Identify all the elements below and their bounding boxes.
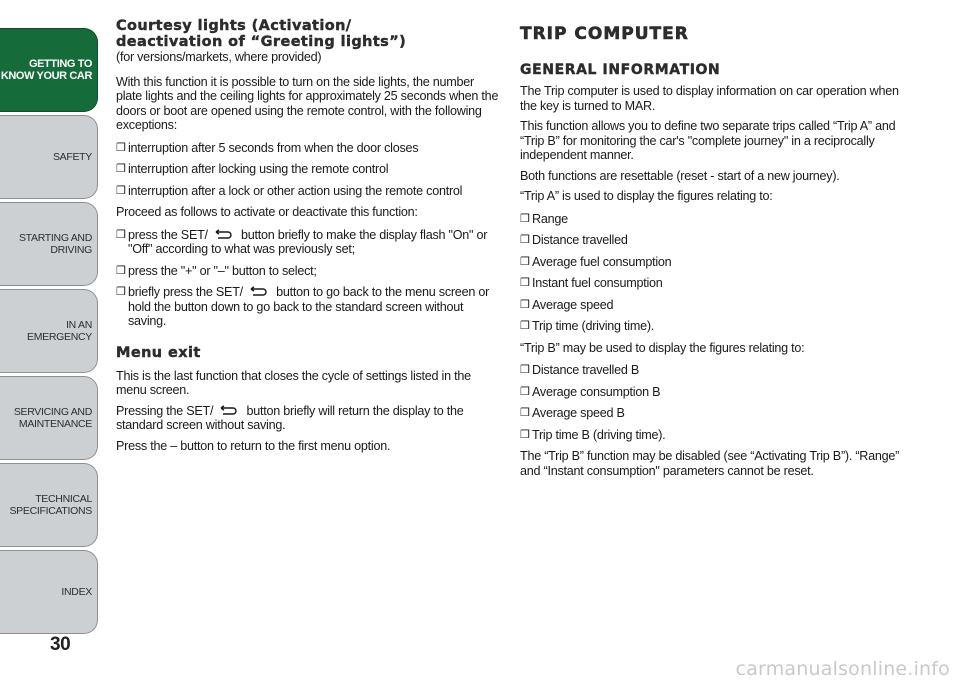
tab-in-an-emergency[interactable]: IN AN EMERGENCY (0, 289, 98, 373)
return-arrow-icon (217, 405, 239, 416)
tab-getting-to-know-your-car[interactable]: GETTING TO KNOW YOUR CAR (0, 28, 98, 112)
list-item: ❒ Trip time B (driving time). (520, 427, 666, 442)
menu-exit-text-3: Press the – button to return to the first menu option. (116, 438, 391, 453)
site-watermark: carmanualsonline.info (735, 658, 950, 680)
trip-p3: Both functions are resettable (reset - start of a new journey). (520, 168, 840, 183)
list-item: ❒ interruption after locking using the remote control (116, 162, 389, 176)
page-number: 30 (50, 634, 71, 655)
return-arrow-icon (247, 286, 269, 297)
versions-note: (for versions/markets, where provided) (116, 50, 322, 64)
courtesy-lights-heading: Courtesy lights (Activation/ deactivation of “Greeting lights”) (116, 18, 407, 50)
menu-exit-heading: Menu exit (116, 344, 201, 361)
trip-p1: The Trip computer is used to display information on car operation when the key is turned to MAR. (520, 84, 899, 113)
list-item: ❒ Instant fuel consumption (520, 276, 663, 290)
general-information-heading: GENERAL INFORMATION (520, 62, 721, 78)
trip-a-intro: “Trip A” is used to display the figures relating to: (520, 189, 773, 203)
return-arrow-icon (212, 229, 234, 240)
list-item: ❒ press the "+" or "–" button to select; (116, 263, 317, 278)
trip-p2: This function allows you to define two separate trips called “Trip A” and “Trip B” for monitoring the car's "complete journey" in a reciprocally independent manner. (520, 119, 896, 162)
menu-exit-text-2: Pressing the SET/ button briefly will return the display to the standard screen without saving. (116, 403, 464, 432)
list-item: ❒ press the SET/ button briefly to make the display flash "On" or "Off" according to what was previously set; (116, 227, 488, 256)
list-item: ❒ Average speed B (520, 406, 625, 420)
left-column (116, 18, 500, 459)
list-item: ❒ Average fuel consumption (520, 254, 672, 269)
trip-computer-title: TRIP COMPUTER (520, 24, 689, 44)
tab-starting-and-driving[interactable]: STARTING AND DRIVING (0, 202, 98, 286)
tab-safety[interactable]: SAFETY (0, 115, 98, 199)
trip-b-intro: “Trip B” may be used to display the figures relating to: (520, 340, 805, 355)
list-item: ❒ briefly press the SET/ button to go back to the menu screen or hold the button down to go back to the standard screen without saving. (116, 285, 490, 328)
list-item: ❒ interruption after a lock or other action using the remote control (116, 183, 463, 198)
list-item: ❒ Average consumption B (520, 384, 661, 399)
tab-technical-specifications[interactable]: TECHNICAL SPECIFICATIONS (0, 463, 98, 547)
list-item: ❒ Range (520, 211, 568, 226)
trip-final: The “Trip B” function may be disabled (see “Activating Trip B”). “Range” and “Instant consumption" parameters cannot be reset. (520, 449, 900, 478)
list-item: ❒ Trip time (driving time). (520, 319, 655, 333)
list-item: ❒ Distance travelled (520, 233, 628, 247)
courtesy-intro: With this function it is possible to turn on the side lights, the number plate lights and the ceiling lights for approximately 25 seconds when the doors or boot are opened using the remote control, with the following exceptions: (116, 74, 499, 132)
list-item: ❒ interruption after 5 seconds from when the door closes (116, 140, 419, 155)
tab-servicing-and-maintenance[interactable]: SERVICING AND MAINTENANCE (0, 376, 98, 460)
list-item: ❒ Distance travelled B (520, 363, 639, 377)
right-column (520, 24, 900, 484)
list-item: ❒ Average speed (520, 297, 614, 312)
tab-index[interactable]: INDEX (0, 550, 98, 634)
proceed-text: Proceed as follows to activate or deactivate this function: (116, 205, 418, 219)
menu-exit-text-1: This is the last function that closes the cycle of settings listed in the menu screen. (116, 368, 471, 397)
